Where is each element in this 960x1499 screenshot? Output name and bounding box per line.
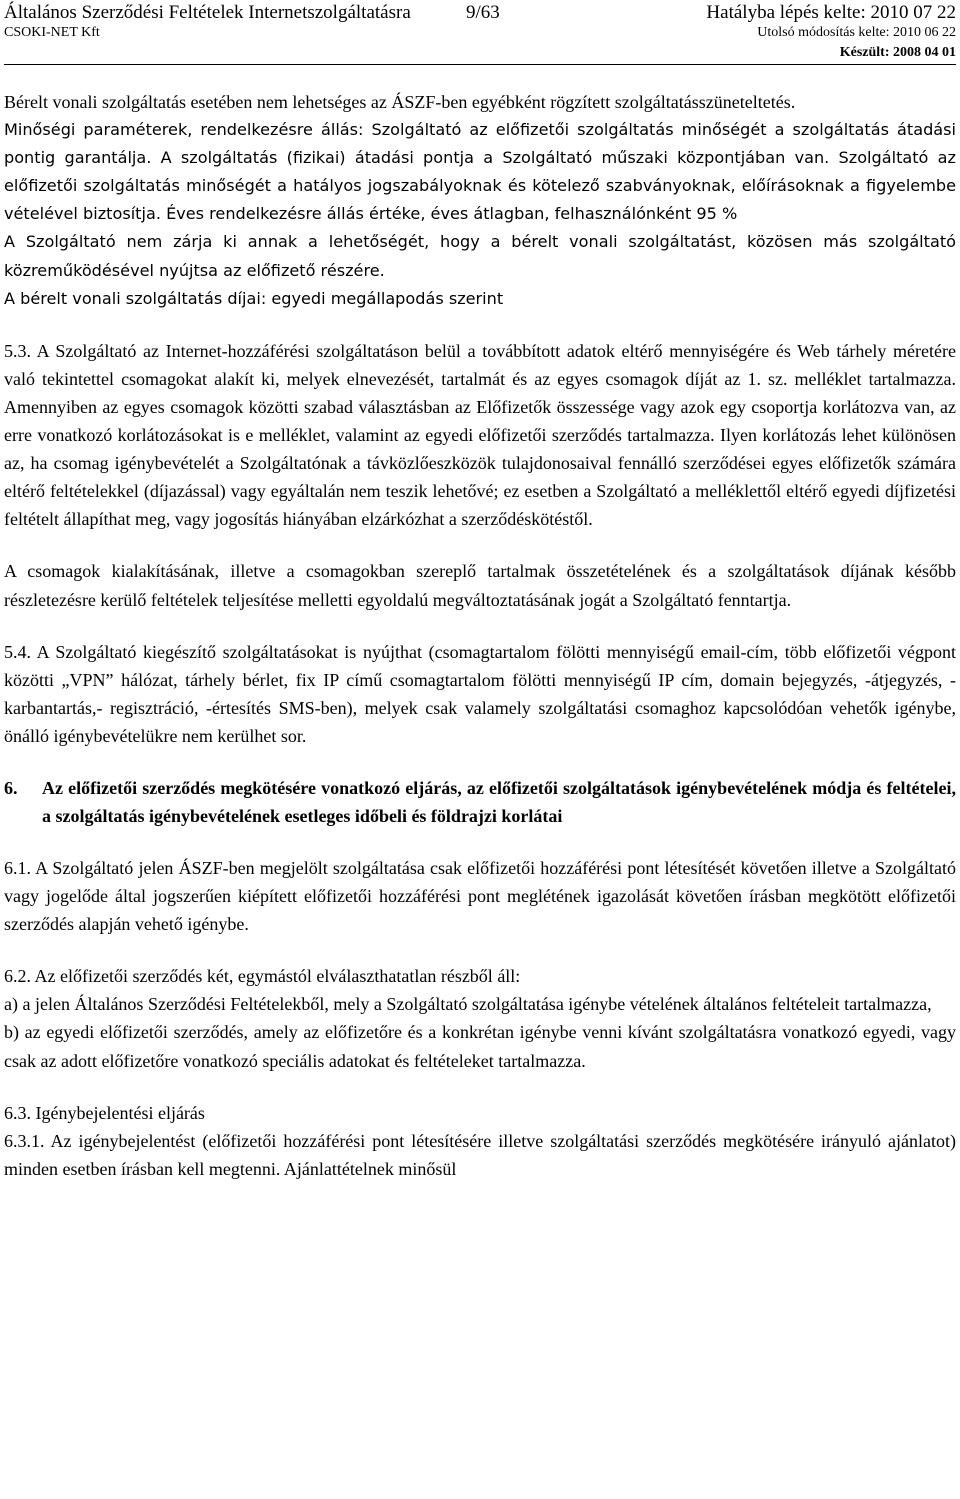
document-body: [4, 88, 956, 1183]
header-company: CSOKI-NET Kft: [4, 25, 100, 40]
header-title: Általános Szerződési Feltételek Internetszolgáltatásra: [4, 2, 411, 23]
quality-standards-text: Szolgáltató az előfizetői szolgáltatás minőségét a hatályos jogszabályoknak és kötelező szabványoknak, előírásoknak a figyelembe vételével biztosítja.: [4, 148, 956, 224]
spacer: [4, 533, 956, 557]
quality-parameters-text: Minőségi paraméterek, rendelkezésre állás: Szolgáltató az előfizetői szolgáltatás minőségét a szolgáltatás átadási pontig garantálja. A szolgáltatás (fizikai) átadási pontja a Szolgáltató műszaki központjában van.: [4, 120, 956, 168]
section-6-2-b: b) az egyedi előfizetői szerződés, amely az előfizetőre és a konkrétan igénybe venni kívánt szolgáltatásra vonatkozó egyedi, vagy csak az adott előfizetőre vonatkozó speciális adatokat és feltételeket tartalmazza.: [4, 1022, 956, 1071]
spacer: [4, 750, 956, 774]
section-6-3: 6.3. Igénybejelentési eljárás: [4, 1102, 205, 1123]
header-effective-date: Hatályba lépés kelte: 2010 07 22: [706, 2, 956, 23]
section-6-title: Az előfizetői szerződés megkötésére vonatkozó eljárás, az előfizetői szolgáltatások igénybevételének módja és feltételei, a szolgáltatás igénybevételének esetleges időbeli és földrajzi korlátai: [42, 777, 956, 826]
spacer: [4, 313, 956, 337]
paragraph-leased-line-suspension: Bérelt vonali szolgáltatás esetében nem lehetséges az ÁSZF-ben egyébként rögzített szolgáltatásszüneteltetés.: [4, 92, 796, 112]
spacer: [4, 1075, 956, 1099]
section-6-heading: [4, 774, 956, 830]
paragraph-shared-provider: A Szolgáltató nem zárja ki annak a lehetőségét, hogy a bérelt vonali szolgáltatást, közösen más szolgáltató közreműködésével nyújtsa az előfizető részére.: [4, 232, 956, 280]
section-6-number: 6.: [4, 777, 18, 798]
availability-text: Éves rendelkezésre állás értéke, éves átlagban, felhasználónként 95 %: [166, 204, 738, 224]
section-5-3-packages: A csomagok kialakításának, illetve a csomagokban szereplő tartalmak összetételének és a szolgáltatások díjának később részletezésre kerülő feltételek teljesítése melletti egyoldalú megváltoztatásának jogát a Szolgáltató fenntartja.: [4, 561, 956, 610]
section-6-1: 6.1. A Szolgáltató jelen ÁSZF-ben megjelölt szolgáltatása csak előfizetői hozzáférési pont létesítését követően illetve a Szolgáltató vagy jogelőde által jogszerűen kiépített előfizetői hozzáférési pont meglétének igazolását követően írásban megkötött előfizetői szerződés alapján vehető igénybe.: [4, 857, 956, 935]
spacer: [4, 938, 956, 962]
paragraph-quality-parameters: [4, 116, 956, 228]
header-page-number: 9/63: [466, 2, 500, 23]
header-divider: [4, 64, 956, 65]
section-6-3-1: 6.3.1. Az igénybejelentést (előfizetői hozzáférési pont létesítésére illetve szolgáltatási szerződés megkötésére irányuló ajánlatot) minden esetben írásban kell megtenni. Ajánlattételnek minősül: [4, 1130, 956, 1179]
page-header: [4, 0, 956, 68]
section-6-2-a: a) a jelen Általános Szerződési Feltételekből, mely a Szolgáltató szolgáltatása igénybe vételének általános feltételeit tartalmazza,: [4, 994, 932, 1015]
header-created-date: Készült: 2008 04 01: [839, 45, 956, 60]
section-5-3: 5.3. A Szolgáltató az Internet-hozzáférési szolgáltatáson belül a továbbított adatok eltérő mennyiségére és Web tárhely méretére való tekintettel csomagokat alakít ki, melyek elnevezését, tartalmát és az egyes csomagok díját az 1. sz. melléklet tartalmazza. Amennyiben az egyes csomagok közötti szabad választásban az Előfizetők összessége vagy azok egy csoportja korlátozva van, az erre vonatkozó korlátozásokat is e melléklet, valamint az egyedi előfizetői szerződés tartalmazza. Ilyen korlátozás lehet különösen az, ha csomag igénybevételét a Szolgáltatónak a távközlőeszközök tulajdonosaival fennálló szerződései egyes előfizetők számára eltérő feltételekkel (díjazással) vagy egyáltalán nem teszik lehetővé; ez esetben a Szolgáltató a melléklettől eltérő egyedi díjfizetési feltételt állapíthat meg, vagy jogosítás hiányában elzárkózhat a szerződéskötéstől.: [4, 340, 956, 530]
spacer: [4, 614, 956, 638]
section-5-4: 5.4. A Szolgáltató kiegészítő szolgáltatásokat is nyújthat (csomagtartalom fölötti mennyiségű email-cím, több előfizetői végpont közötti „VPN” hálózat, tárhely bérlet, fix IP című csomagtartalom fölötti mennyiségű IP cím, domain bejegyzés, -átjegyzés, -karbantartás,- regisztráció, -értesítés SMS-ben), melyek csak valamely szolgáltatási csomaghoz kapcsolódóan vehetők igénybe, önálló igénybevételükre nem kerülhet sor.: [4, 641, 956, 746]
header-modified-date: Utolsó módosítás kelte: 2010 06 22: [757, 25, 956, 40]
paragraph-leased-line-fees: A bérelt vonali szolgáltatás díjai: egyedi megállapodás szerint: [4, 288, 504, 308]
section-6-2: 6.2. Az előfizetői szerződés két, egymástól elválaszthatatlan részből áll:: [4, 966, 521, 987]
spacer: [4, 830, 956, 854]
